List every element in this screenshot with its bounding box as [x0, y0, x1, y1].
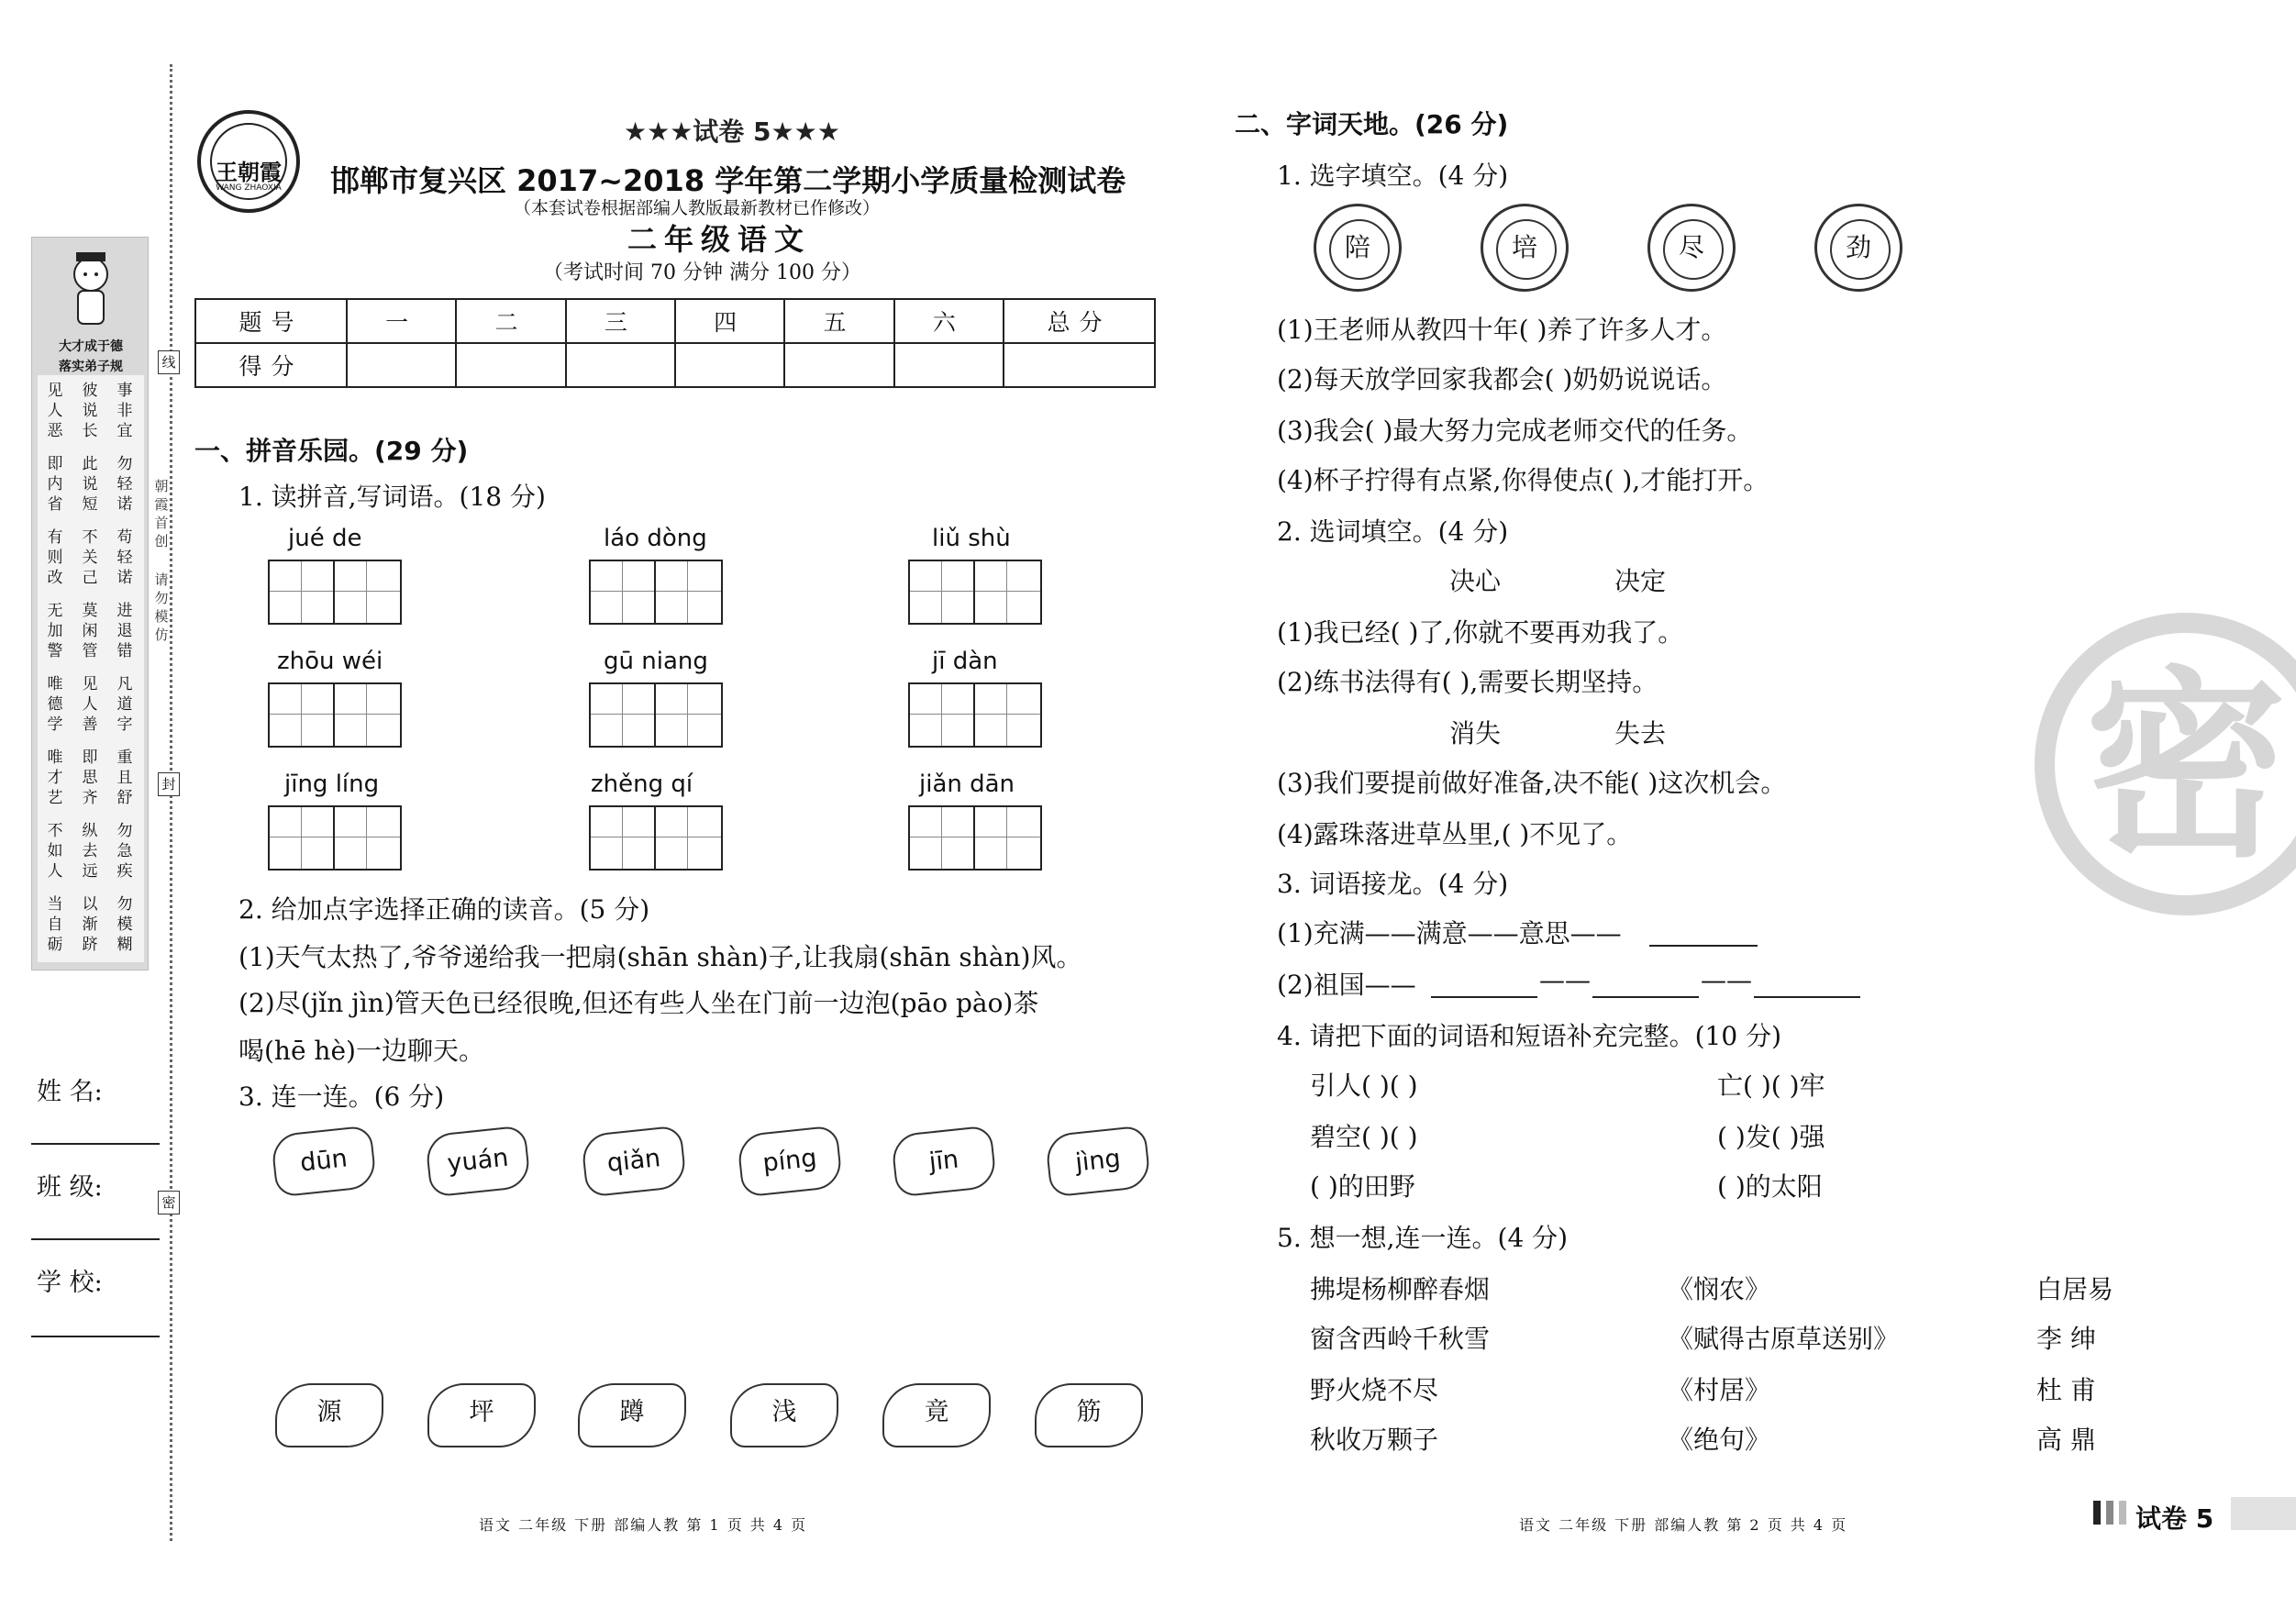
side-verse: 勿 急 疾	[116, 822, 133, 881]
p2q2-item: (1)我已经( )了,你就不要再劝我了。	[1277, 617, 1684, 648]
score-cell: 一	[347, 299, 456, 343]
p2q4-title: 4. 请把下面的词语和短语补充完整。(10 分)	[1277, 1021, 1781, 1051]
side-verse: 无 加 警	[47, 602, 63, 660]
q2-line: 喝(hē hè)一边聊天。	[238, 1036, 484, 1066]
class-label: 班 级:	[37, 1173, 103, 1202]
cartoon-scholar-icon	[63, 247, 118, 331]
class-line[interactable]	[31, 1238, 160, 1240]
side-verse: 见 人 善	[82, 675, 98, 734]
exam-time: （考试时间 70 分钟 满分 100 分）	[543, 261, 861, 284]
q3-title: 3. 连一连。(6 分)	[238, 1081, 445, 1112]
idiom-right: ( )发( )强	[1717, 1122, 1825, 1152]
p2q5-title: 5. 想一想,连一连。(4 分)	[1277, 1223, 1569, 1253]
score-input[interactable]	[456, 343, 565, 387]
footer-left: 语文 二年级 下册 部编人教 第 1 页 共 4 页	[479, 1516, 808, 1534]
chain-line-1: (1)充满——满意——意思——	[1277, 918, 1622, 948]
flower-char: 尽	[1647, 204, 1736, 292]
pinyin-pillow[interactable]: yuán	[425, 1125, 532, 1197]
q2-line: (2)尽(jǐn jìn)管天色已经很晚,但还有些人坐在门前一边泡(pāo pào)茶	[238, 988, 1039, 1018]
word-choice: 消失	[1449, 718, 1502, 749]
pinyin-label: liǔ shù	[932, 525, 1011, 552]
score-cell: 四	[675, 299, 784, 343]
flower-char: 劲	[1814, 204, 1902, 292]
pinyin-label: láo dòng	[604, 525, 707, 552]
p2q3-title: 3. 词语接龙。(4 分)	[1277, 869, 1509, 899]
answer-blank[interactable]	[1649, 945, 1758, 947]
q1-title: 1. 读拼音,写词语。(18 分)	[238, 482, 546, 512]
score-input[interactable]	[784, 343, 893, 387]
char-scroll[interactable]: 浅	[730, 1383, 838, 1447]
side-verse: 苟 轻 诺	[116, 528, 133, 587]
poet-name[interactable]: 杜 甫	[2036, 1375, 2096, 1405]
side-motto: 大才成于德 落实弟子规	[59, 339, 123, 374]
score-input[interactable]	[566, 343, 675, 387]
side-verse: 勿 模 糊	[116, 895, 133, 954]
score-cell: 总分	[1004, 299, 1155, 343]
score-cell: 得分	[195, 343, 347, 387]
p2q2-item: (3)我们要提前做好准备,决不能( )这次机会。	[1277, 768, 1787, 798]
poet-name[interactable]: 白居易	[2036, 1274, 2114, 1304]
p2q1-item: (4)杯子拧得有点紧,你得使点( ),才能打开。	[1277, 465, 1769, 495]
p2q1-item: (1)王老师从教四十年( )养了许多人才。	[1277, 315, 1727, 345]
idiom-right: ( )的太阳	[1717, 1171, 1823, 1202]
footer-tag: 试卷 5	[2135, 1503, 2214, 1534]
side-verse: 重 且 舒	[116, 749, 133, 807]
q2-title: 2. 给加点字选择正确的读音。(5 分)	[238, 894, 650, 925]
publisher-logo: 王朝霞 WANG ZHAOXIA	[197, 110, 300, 213]
side-strip	[31, 237, 149, 970]
poem-line[interactable]: 窗含西岭千秋雪	[1310, 1324, 1491, 1354]
poet-name[interactable]: 高 鼎	[2036, 1425, 2096, 1455]
pinyin-pillow[interactable]: qiǎn	[581, 1125, 688, 1197]
score-input[interactable]	[675, 343, 784, 387]
char-scroll[interactable]: 蹲	[578, 1383, 686, 1447]
writing-grid[interactable]	[908, 560, 1042, 625]
p2q1-item: (2)每天放学回家我都会( )奶奶说说话。	[1277, 364, 1727, 394]
poem-title[interactable]: 《悯农》	[1668, 1274, 1771, 1304]
q2-line: (1)天气太热了,爷爷递给我一把扇(shān shàn)子,让我扇(shān shàn)风。	[238, 942, 1082, 972]
footer-right: 语文 二年级 下册 部编人教 第 2 页 共 4 页	[1519, 1516, 1848, 1534]
score-input[interactable]	[894, 343, 1004, 387]
chain-line-2b: ——	[1539, 965, 1591, 995]
side-verse: 有 则 改	[47, 528, 63, 587]
school-line[interactable]	[31, 1336, 160, 1337]
pinyin-label: zhōu wéi	[277, 648, 383, 675]
char-scroll[interactable]: 筋	[1035, 1383, 1143, 1447]
answer-blank[interactable]	[1754, 996, 1860, 998]
pinyin-pillow[interactable]: píng	[737, 1125, 844, 1197]
pinyin-pillow[interactable]: jīn	[891, 1125, 998, 1197]
pinyin-pillow[interactable]: dūn	[271, 1125, 378, 1197]
pinyin-label: jī dàn	[932, 648, 998, 675]
secret-watermark: 密	[2035, 613, 2296, 915]
pinyin-label: jué de	[288, 525, 362, 552]
side-verse: 纵 去 远	[82, 822, 98, 881]
pinyin-label: jīng líng	[284, 771, 380, 798]
exam-title: 邯郸市复兴区 2017~2018 学年第二学期小学质量检测试卷	[330, 163, 1126, 198]
writing-grid[interactable]	[589, 560, 723, 625]
side-verse: 凡 道 字	[116, 675, 133, 734]
paper-number: ★★★试卷 5★★★	[624, 116, 840, 147]
idiom-left: 碧空( )( )	[1310, 1122, 1418, 1152]
side-verse: 进 退 错	[116, 602, 133, 660]
poem-title[interactable]: 《赋得古原草送别》	[1668, 1324, 1900, 1354]
flower-char: 陪	[1314, 204, 1402, 292]
score-cell: 题号	[195, 299, 347, 343]
score-cell: 五	[784, 299, 893, 343]
side-verse: 唯 才 艺	[47, 749, 63, 807]
score-cell: 二	[456, 299, 565, 343]
poet-name[interactable]: 李 绅	[2036, 1324, 2096, 1354]
side-verse: 不 关 己	[82, 528, 98, 587]
chain-line-2a: (2)祖国——	[1277, 970, 1416, 1000]
char-scroll[interactable]: 竟	[882, 1383, 991, 1447]
side-verse: 即 思 齐	[82, 749, 98, 807]
name-line[interactable]	[31, 1143, 160, 1145]
score-input[interactable]	[347, 343, 456, 387]
idiom-right: 亡( )( )牢	[1717, 1070, 1825, 1101]
cut-mark-mi: 密	[158, 1191, 180, 1214]
cut-mark-xian: 线	[158, 350, 180, 374]
side-verse: 彼 说 长	[82, 382, 98, 440]
poem-line[interactable]: 拂堤杨柳醉春烟	[1310, 1274, 1491, 1304]
score-cell: 三	[566, 299, 675, 343]
part2-title: 二、字词天地。(26 分)	[1235, 109, 1509, 139]
side-verses	[38, 375, 144, 962]
footer-tag-bar	[2231, 1497, 2296, 1530]
writing-grid[interactable]	[268, 805, 402, 871]
word-choice: 决心	[1449, 566, 1502, 596]
vertical-note-1: 朝 霞 首 创	[154, 478, 169, 549]
cut-mark-feng: 封	[158, 772, 180, 796]
char-scroll[interactable]: 源	[275, 1383, 383, 1447]
p2q2-title: 2. 选词填空。(4 分)	[1277, 516, 1509, 547]
chain-line-2c: ——	[1701, 965, 1752, 995]
p2q2-item: (4)露珠落进草丛里,( )不见了。	[1277, 819, 1633, 849]
writing-grid[interactable]	[268, 560, 402, 625]
poem-line[interactable]: 野火烧不尽	[1310, 1375, 1439, 1405]
flower-char: 培	[1481, 204, 1569, 292]
side-verse: 莫 闲 管	[82, 602, 98, 660]
poem-title[interactable]: 《村居》	[1668, 1375, 1771, 1405]
side-verse: 此 说 短	[82, 455, 98, 514]
score-table	[194, 298, 1156, 388]
score-input[interactable]	[1004, 343, 1155, 387]
vertical-note-2: 请 勿 模 仿	[154, 571, 169, 643]
side-verse: 以 渐 跻	[82, 895, 98, 954]
side-verse: 即 内 省	[47, 455, 63, 514]
pinyin-pillow[interactable]: jìng	[1045, 1125, 1152, 1197]
idiom-left: ( )的田野	[1310, 1171, 1415, 1202]
p2q1-title: 1. 选字填空。(4 分)	[1277, 161, 1509, 191]
poem-title[interactable]: 《绝句》	[1668, 1425, 1771, 1455]
side-verse: 见 人 恶	[47, 382, 63, 440]
side-verse: 不 如 人	[47, 822, 63, 881]
part1-title: 一、拼音乐园。(29 分)	[194, 436, 469, 466]
word-choice: 失去	[1614, 718, 1667, 749]
side-verse: 唯 德 学	[47, 675, 63, 734]
footer-tag-marker	[2093, 1501, 2130, 1525]
writing-grid[interactable]	[908, 682, 1042, 748]
pinyin-label: zhěng qí	[591, 771, 693, 798]
name-label: 姓 名:	[37, 1078, 103, 1106]
exam-note: （本套试卷根据部编人教版最新教材已作修改）	[514, 198, 881, 218]
pinyin-label: jiǎn dān	[919, 771, 1015, 798]
score-value-row	[195, 343, 1155, 387]
subject-title: 二年级语文	[627, 222, 812, 257]
poem-line[interactable]: 秋收万颗子	[1310, 1425, 1439, 1455]
writing-grid[interactable]	[589, 682, 723, 748]
answer-blank[interactable]	[1592, 996, 1699, 998]
p2q1-item: (3)我会( )最大努力完成老师交代的任务。	[1277, 416, 1753, 446]
p2q2-item: (2)练书法得有( ),需要长期坚持。	[1277, 667, 1658, 697]
answer-blank[interactable]	[1431, 996, 1537, 998]
cut-line	[170, 64, 172, 1541]
side-verse: 当 自 砺	[47, 895, 63, 954]
score-header-row	[195, 299, 1155, 343]
score-cell: 六	[894, 299, 1004, 343]
side-verse: 事 非 宜	[116, 382, 133, 440]
school-label: 学 校:	[37, 1269, 103, 1297]
writing-grid[interactable]	[908, 805, 1042, 871]
side-verse: 勿 轻 诺	[116, 455, 133, 514]
writing-grid[interactable]	[589, 805, 723, 871]
char-scroll[interactable]: 坪	[427, 1383, 536, 1447]
writing-grid[interactable]	[268, 682, 402, 748]
pinyin-label: gū niang	[604, 648, 708, 675]
idiom-left: 引人( )( )	[1310, 1070, 1418, 1101]
word-choice: 决定	[1614, 566, 1667, 596]
